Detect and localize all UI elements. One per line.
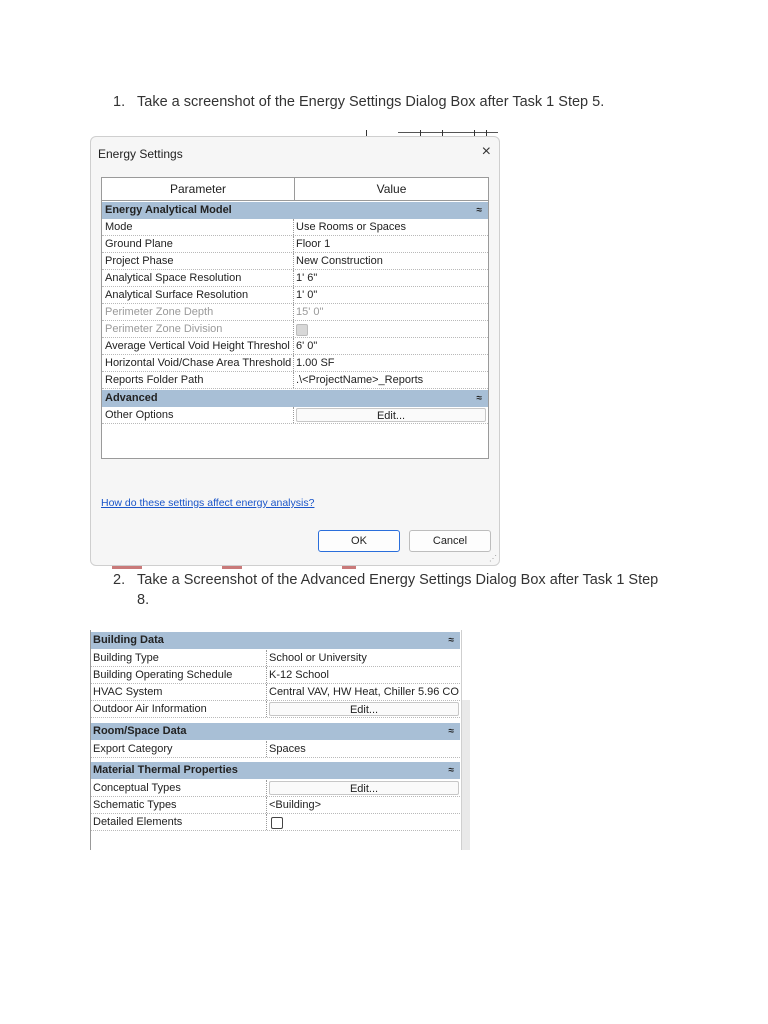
row-conceptual-types (90, 780, 460, 797)
category-label: Building Data (93, 634, 164, 646)
perimeter-zone-division-checkbox (296, 324, 308, 336)
param-value[interactable]: New Construction (296, 255, 383, 267)
param-label: Mode (105, 221, 133, 233)
param-label: Horizontal Void/Chase Area Threshold (105, 357, 292, 369)
param-label: Average Vertical Void Height Threshol (105, 340, 290, 352)
param-label: Detailed Elements (93, 816, 183, 828)
row-analytical-space-resolution[interactable] (102, 270, 488, 287)
grid-header (102, 178, 488, 201)
param-value[interactable]: 1.00 SF (296, 357, 335, 369)
category-material-thermal-properties[interactable] (90, 762, 460, 779)
param-label: Schematic Types (93, 799, 177, 811)
category-label: Energy Analytical Model (105, 204, 232, 216)
row-analytical-surface-resolution[interactable] (102, 287, 488, 304)
row-ground-plane[interactable] (102, 236, 488, 253)
row-perimeter-zone-depth (102, 304, 488, 321)
collapse-chevron-icon[interactable]: ≈ (448, 635, 454, 646)
param-label: Analytical Surface Resolution (105, 289, 249, 301)
param-label: Perimeter Zone Division (105, 323, 223, 335)
param-label: Other Options (105, 409, 174, 421)
row-project-phase[interactable] (102, 253, 488, 270)
category-label: Advanced (105, 392, 158, 404)
param-value[interactable]: <Building> (269, 799, 321, 811)
column-header-value: Value (376, 182, 407, 196)
param-label: Analytical Space Resolution (105, 272, 242, 284)
collapse-chevron-icon[interactable]: ≈ (448, 726, 454, 737)
param-label: Project Phase (105, 255, 174, 267)
collapse-chevron-icon[interactable]: ≈ (448, 765, 454, 776)
row-schematic-types[interactable] (90, 797, 460, 814)
param-value[interactable]: Central VAV, HW Heat, Chiller 5.96 CO (269, 686, 459, 698)
param-value[interactable]: Floor 1 (296, 238, 331, 250)
param-value[interactable]: 1' 0" (296, 289, 318, 301)
row-building-type[interactable] (90, 650, 460, 667)
cancel-button[interactable]: Cancel (409, 530, 491, 552)
param-label: Perimeter Zone Depth (105, 306, 214, 318)
category-label: Room/Space Data (93, 725, 187, 737)
row-perimeter-zone-division (102, 321, 488, 338)
param-label: Building Operating Schedule (93, 669, 233, 681)
param-value[interactable]: School or University (269, 652, 367, 664)
panel-scrollbar[interactable] (462, 700, 470, 850)
step-1-number: 1. (113, 94, 126, 110)
outdoor-air-edit-button[interactable]: Edit... (269, 702, 459, 716)
column-header-parameter: Parameter (102, 178, 295, 200)
param-value[interactable]: 1' 6" (296, 272, 318, 284)
row-reports-folder-path[interactable] (102, 372, 488, 389)
dialog-title: Energy Settings (98, 147, 183, 161)
step-1-text: Take a screenshot of the Energy Settings Dialog Box after Task 1 Step 5. (137, 94, 605, 110)
param-label: Outdoor Air Information (93, 703, 207, 715)
param-value[interactable]: 6' 0" (296, 340, 318, 352)
param-value: 15' 0" (296, 306, 324, 318)
category-advanced[interactable] (102, 390, 488, 407)
category-building-data[interactable] (90, 632, 460, 649)
param-label: HVAC System (93, 686, 163, 698)
row-other-options (102, 407, 488, 424)
ok-button[interactable]: OK (318, 530, 400, 552)
category-label: Material Thermal Properties (93, 764, 238, 776)
panel-left-border (90, 630, 91, 850)
step-2-number: 2. (113, 572, 126, 588)
param-value[interactable]: Use Rooms or Spaces (296, 221, 407, 233)
param-label: Building Type (93, 652, 159, 664)
row-building-operating-schedule[interactable] (90, 667, 460, 684)
collapse-chevron-icon[interactable]: ≈ (476, 393, 482, 404)
energy-settings-dialog (90, 136, 500, 566)
advanced-energy-settings-panel (90, 630, 470, 850)
resize-grip-icon[interactable]: ⋰ (489, 554, 497, 563)
step-2-text-line-1: Take a Screenshot of the Advanced Energy Settings Dialog Box after Task 1 Step (137, 572, 659, 588)
row-average-vertical-void-height[interactable] (102, 338, 488, 355)
category-energy-analytical-model[interactable] (102, 202, 488, 219)
step-2 (113, 571, 713, 611)
other-options-edit-button[interactable]: Edit... (296, 408, 486, 422)
row-horizontal-void-chase-area[interactable] (102, 355, 488, 372)
param-label: Ground Plane (105, 238, 173, 250)
row-hvac-system[interactable] (90, 684, 460, 701)
detailed-elements-checkbox[interactable] (271, 817, 283, 829)
step-2-text-line-2: 8. (137, 592, 150, 608)
conceptual-types-edit-button[interactable]: Edit... (269, 781, 459, 795)
close-icon[interactable]: × (481, 143, 491, 160)
row-mode[interactable] (102, 219, 488, 236)
collapse-chevron-icon[interactable]: ≈ (476, 205, 482, 216)
param-label: Conceptual Types (93, 782, 181, 794)
screenshot-bottom-edge (92, 566, 500, 570)
row-detailed-elements (90, 814, 460, 831)
param-value[interactable]: .\<ProjectName>_Reports (296, 374, 424, 386)
help-link[interactable]: How do these settings affect energy analysis? (101, 497, 315, 509)
category-room-space-data[interactable] (90, 723, 460, 740)
row-export-category[interactable] (90, 741, 460, 758)
param-value[interactable]: Spaces (269, 743, 306, 755)
parameter-grid (101, 177, 489, 459)
row-outdoor-air-information (90, 701, 460, 718)
param-label: Export Category (93, 743, 173, 755)
param-value[interactable]: K-12 School (269, 669, 329, 681)
param-label: Reports Folder Path (105, 374, 204, 386)
